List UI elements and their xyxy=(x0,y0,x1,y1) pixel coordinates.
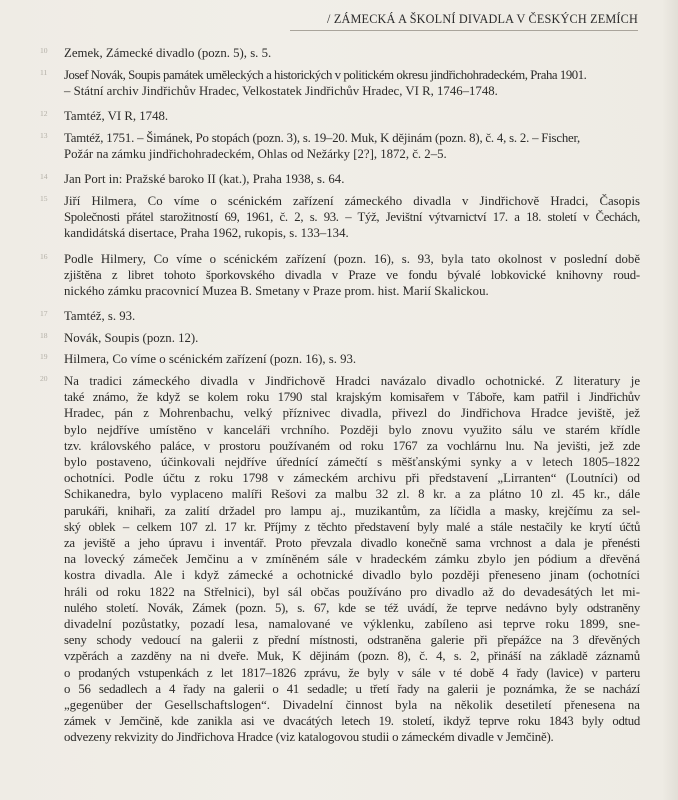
footnote-line: Tamtéž, VI R, 1748. xyxy=(64,109,169,123)
footnote-number: 16 xyxy=(40,252,48,261)
footnote-text xyxy=(64,193,640,242)
footnote-line: Jiří Hilmera, Co víme o scénickém zařízení zámeckého divadla v Jindřichově Hradci, Časopis xyxy=(64,194,640,208)
footnote-line: divadelní pozůstatky, pozadí lesa, namalované ve výklenku, zabíleno asi teprve roku 1899, sne- xyxy=(64,617,640,632)
footnote-line: Na tradici zámeckého divadla v Jindřichově Hradci navázalo divadlo ochotnické. Z literatury je xyxy=(64,374,640,388)
footnote-line: Schikanedra, bylo vyplaceno malíři Rešovi za malbu 32 zl. 8 kr. a za plátno 10 zl. 45 kr., dále xyxy=(64,487,640,502)
footnote-14 xyxy=(40,171,640,187)
footnote-line: o 56 sedadlech a 4 řady na galerii o 41 sedadle; u třetí řady na galerii je poznámka, že se nachází xyxy=(64,681,640,696)
footnote-line: bylo nejdříve umístěno v kanceláři vrchního. Později bylo znovu využito sálu ve starém křídle xyxy=(64,422,640,437)
footnote-text xyxy=(64,330,640,346)
footnote-number: 12 xyxy=(40,109,48,118)
footnote-line: nického zámku pracovnicí Muzea B. Smetany v Praze prom. hist. Marií Skalickou. xyxy=(64,284,489,299)
footnote-line: na lovecký zámeček Jemčinu a v zmíněném sále v hradeckém zámku zbylo jen pódium a dřevěná xyxy=(64,552,640,567)
footnote-text xyxy=(64,130,640,162)
footnote-line: – Státní archiv Jindřichův Hradec, Velkostatek Jindřichův Hradec, VI R, 1746–1748. xyxy=(64,84,498,99)
footnote-line: Tamtéž, s. 93. xyxy=(64,309,136,323)
footnote-line: Tamtéž, 1751. – Šimánek, Po stopách (pozn. 3), s. 19–20. Muk, K dějinám (pozn. 8), č. 4, s. 2. – Fischer, xyxy=(64,131,581,145)
footnote-17 xyxy=(40,308,640,324)
footnote-line: nulého století. Novák, Zámek (pozn. 5), s. 67, kde se též uvádí, že teprve nedávno byly odstraněny xyxy=(64,600,640,615)
footnote-line: Hilmera, Co víme o scénickém zařízení (pozn. 16), s. 93. xyxy=(64,352,357,366)
footnote-line: odvezeny rekvizity do Jindřichova Hradce (viz katalogovou studii o zámeckém divadle v Jemčině). xyxy=(64,730,554,745)
footnote-16 xyxy=(40,251,640,300)
footnote-10 xyxy=(40,45,640,61)
running-header: / ZÁMECKÁ A ŠKOLNÍ DIVADLA V ČESKÝCH ZEMÍCH xyxy=(327,12,638,26)
footnote-19 xyxy=(40,351,640,367)
footnote-number: 15 xyxy=(40,194,48,203)
footnote-line: bylo postaveno, účinkovali nejdříve úřednící zámečtí s měšťanskými synky a v letech 1805–1822 xyxy=(64,455,640,470)
footnote-number: 11 xyxy=(40,68,48,77)
footnote-line: tzv. královského paláce, v prostoru používaném od roku 1767 za vochlárnu lnu. Na jevišti, jež zde xyxy=(64,438,640,453)
footnote-line: kandidátská disertace, Praha 1962, rukopis, s. 133–134. xyxy=(64,226,349,241)
footnote-line: Hradec, pán z Mohrenbachu, velký příznivec divadla, přivezl do Jindřichova Hradce jeviště, jež xyxy=(64,406,640,421)
footnote-line: Novák, Soupis (pozn. 12). xyxy=(64,331,199,345)
footnote-line: Podle Hilmery, Co víme o scénickém zařízení (pozn. 16), s. 93, byla tato okolnost v poslední době xyxy=(64,252,640,266)
footnote-15 xyxy=(40,193,640,242)
footnote-number: 19 xyxy=(40,352,48,361)
footnote-line: zámek v Jemčině, kde zanikla asi ve dvacátých letech 19. století, ikdyž teprve roku 1843 byly odtud xyxy=(64,714,640,729)
footnote-text xyxy=(64,251,640,300)
footnote-line: Jan Port in: Pražské baroko II (kat.), Praha 1938, s. 64. xyxy=(64,172,345,186)
footnote-11 xyxy=(40,67,640,99)
footnote-20 xyxy=(40,373,640,746)
footnote-number: 18 xyxy=(40,331,48,340)
footnote-line: hráli od roku 1822 na Střelnici), byl sál občas používáno pro divadlo až do devadesátých let mi- xyxy=(64,584,640,599)
footnote-line: o prodaných vstupenkách z let 1817–1826 zprávu, že byly v sále v té době 4 řady (lavice) v parteru xyxy=(64,665,640,680)
footnote-line: za jeviště a jeho úpravu i inventář. Proto převzala divadlo konečně sama vrchnost a dala je přenésti xyxy=(64,536,640,551)
footnote-text xyxy=(64,108,640,124)
footnote-text xyxy=(64,67,640,99)
footnote-line: ochotníci. Podle účtu z roku 1798 v zámeckém archivu při představení „Lirranten“ (Loutníci) od xyxy=(64,471,640,486)
footnote-18 xyxy=(40,330,640,346)
footnote-line: kostra divadla. Ale i když zámecké a ochotnické divadlo bylo později přeneseno jinam (ochotníci xyxy=(64,568,640,583)
footnote-line: ský oblek – celkem 107 zl. 17 kr. Příjmy z těchto představení byly malé a stále nestačily ke krytí účtů xyxy=(64,519,640,534)
footnote-line: seny schody vedoucí na galerii z přední místnosti, odstraněna galerie při přepážce na 3 dřevěných xyxy=(64,633,640,648)
footnote-line: také známo, že když se kolem roku 1790 stal krajským komisařem v Táboře, kam patřil i Jindřichův xyxy=(64,390,640,405)
footnote-number: 10 xyxy=(40,46,48,55)
footnote-line: vzpěrách a zazděny na ni dveře. Muk, K dějinám (pozn. 8), č. 4, s. 2, přináší na základě záznamů xyxy=(64,649,640,664)
footnote-number: 20 xyxy=(40,374,48,383)
footnote-text xyxy=(64,373,640,746)
footnote-line: zjištěna z libret tohoto šporkovského divadla v Praze ve fondu bývalé lobkovické knihovny roud- xyxy=(64,268,640,283)
footnote-line: „gegenüber der Gesellschaftslogen“. Divadelní činnost byla na několik desetiletí přenesena na xyxy=(64,698,640,713)
footnote-line: Požár na zámku jindřichohradeckém, Ohlas od Nežárky [2?], 1872, č. 2–5. xyxy=(64,147,447,162)
footnote-number: 17 xyxy=(40,309,48,318)
footnote-line: Josef Novák, Soupis památek uměleckých a historických v politickém okresu jindřichohradeckém, Praha 1901. xyxy=(64,68,587,82)
footnote-number: 14 xyxy=(40,172,48,181)
footnote-line: Společnosti přátel starožitností 69, 1961, č. 2, s. 93. – Týž, Jevištní výtvarnictví 17. a 18. století v Čechách, xyxy=(64,210,640,225)
footnote-12 xyxy=(40,108,640,124)
footnote-text xyxy=(64,308,640,324)
footnote-line: Zemek, Zámecké divadlo (pozn. 5), s. 5. xyxy=(64,46,272,60)
footnote-number: 13 xyxy=(40,131,48,140)
footnote-text xyxy=(64,45,640,61)
footnote-13 xyxy=(40,130,640,162)
footnote-text xyxy=(64,171,640,187)
footnote-line: parukáři, knihaři, za zalití držadel pro lampu aj., muzikantům, za líčidla a masky, krejčímu za sel- xyxy=(64,503,640,518)
footnote-text xyxy=(64,351,640,367)
